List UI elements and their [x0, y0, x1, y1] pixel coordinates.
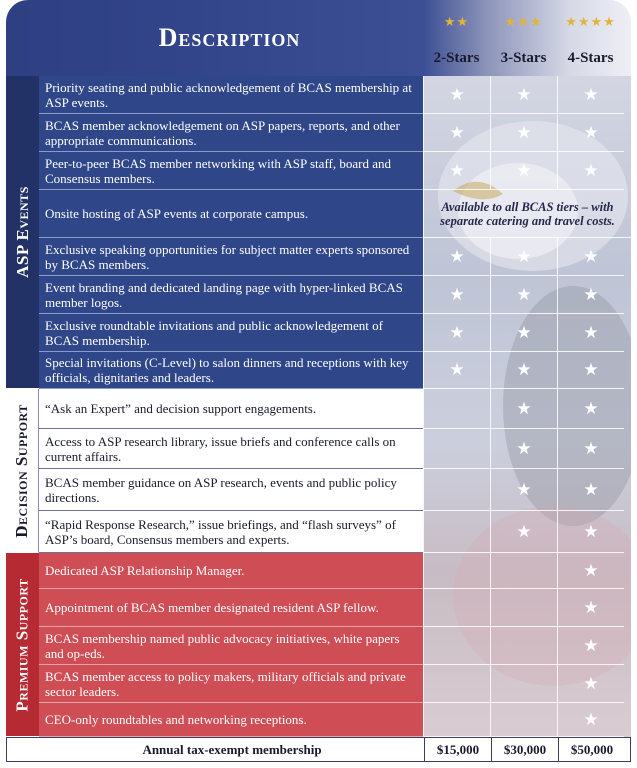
benefit-description: Access to ASP research library, issue briefs and conference calls on current affairs. — [45, 433, 396, 464]
included-star-icon: ★ — [557, 276, 624, 314]
empty-tier-cell — [423, 553, 490, 589]
table-header — [0, 0, 637, 76]
empty-tier-cell — [423, 665, 490, 703]
benefit-row-3 — [39, 152, 423, 190]
included-star-icon: ★ — [557, 114, 624, 152]
benefit-row-14 — [39, 589, 423, 627]
included-star-icon: ★ — [557, 511, 624, 553]
tier-grid — [423, 76, 631, 737]
benefit-description: “Ask an Expert” and decision support engagements. — [45, 401, 317, 416]
included-star-icon: ★ — [557, 238, 624, 276]
included-star-icon: ★ — [490, 276, 557, 314]
included-star-icon: ★ — [490, 429, 557, 469]
description-header — [6, 0, 423, 76]
included-star-icon: ★ — [490, 238, 557, 276]
benefit-row-11 — [39, 469, 423, 511]
included-star-icon: ★ — [557, 429, 624, 469]
empty-tier-cell — [423, 511, 490, 553]
benefit-row-12 — [39, 511, 423, 553]
benefit-description: CEO-only roundtables and networking receptions. — [45, 712, 307, 727]
benefit-description: Exclusive roundtable invitations and public acknowledgement of BCAS membership. — [45, 317, 383, 348]
price-3-stars: $30,000 — [491, 738, 558, 761]
benefit-row-10 — [39, 429, 423, 469]
table-body — [6, 76, 631, 737]
included-star-icon: ★ — [557, 389, 624, 429]
tier-3-stars-header — [490, 0, 557, 76]
benefit-description: Onsite hosting of ASP events at corporate campus. — [45, 206, 309, 221]
included-star-icon: ★ — [423, 238, 490, 276]
tier-4-stars-header — [557, 0, 624, 76]
section-label-premium-support — [6, 553, 39, 737]
empty-tier-cell — [490, 665, 557, 703]
empty-tier-cell — [490, 589, 557, 627]
price-4-stars: $50,000 — [558, 738, 625, 761]
included-star-icon: ★ — [557, 152, 624, 190]
benefit-description: “Rapid Response Research,” issue briefings, and “flash surveys” of ASP’s board, Consensus members and experts. — [45, 516, 396, 547]
benefit-description: BCAS membership named public advocacy initiatives, white papers and op-eds. — [45, 630, 400, 661]
included-star-icon: ★ — [423, 314, 490, 352]
benefit-description: Event branding and dedicated landing page with hyper-linked BCAS member logos. — [45, 279, 403, 310]
empty-tier-cell — [423, 429, 490, 469]
included-star-icon: ★ — [423, 152, 490, 190]
benefit-row-17 — [39, 703, 423, 737]
empty-tier-cell — [490, 703, 557, 737]
section-decision-support-text: Decision Support — [12, 403, 32, 538]
empty-tier-cell — [423, 469, 490, 511]
benefit-row-5 — [39, 238, 423, 276]
description-title: Description — [158, 23, 301, 52]
included-star-icon: ★ — [423, 276, 490, 314]
tier-3-star-icons: ★★★ — [504, 14, 543, 29]
included-star-icon: ★ — [490, 152, 557, 190]
section-premium-support-text: Premium Support — [12, 577, 32, 712]
empty-tier-cell — [423, 589, 490, 627]
tier-4-star-icons: ★★★★ — [565, 14, 616, 29]
price-2-stars: $15,000 — [424, 738, 491, 761]
benefit-row-6 — [39, 276, 423, 314]
section-label-decision-support — [6, 389, 39, 553]
included-star-icon: ★ — [557, 314, 624, 352]
included-star-icon: ★ — [557, 469, 624, 511]
benefit-row-15 — [39, 627, 423, 665]
tier-4-label: 4-Stars — [567, 50, 614, 66]
included-star-icon: ★ — [423, 114, 490, 152]
included-star-icon: ★ — [557, 352, 624, 389]
section-asp-events-text: ASP Events — [12, 186, 32, 278]
benefit-description: BCAS member guidance on ASP research, events and public policy directions. — [45, 474, 397, 505]
empty-tier-cell — [423, 389, 490, 429]
benefit-row-8 — [39, 352, 423, 389]
empty-tier-cell — [490, 627, 557, 665]
table-footer — [6, 737, 631, 762]
included-star-icon: ★ — [557, 665, 624, 703]
benefit-description: Dedicated ASP Relationship Manager. — [45, 563, 245, 578]
benefit-description: Special invitations (C-Level) to salon dinners and receptions with key officials, dignitaries and leaders. — [45, 355, 409, 385]
included-star-icon: ★ — [490, 352, 557, 389]
benefit-description: BCAS member acknowledgement on ASP papers, reports, and other appropriate communications. — [45, 117, 400, 148]
included-star-icon: ★ — [490, 389, 557, 429]
included-star-icon: ★ — [557, 76, 624, 114]
benefit-description: Priority seating and public acknowledgement of BCAS membership at ASP events. — [45, 79, 412, 110]
empty-tier-cell — [423, 627, 490, 665]
tier-2-star-icons: ★★ — [443, 14, 470, 29]
benefit-row-7 — [39, 314, 423, 352]
empty-tier-cell — [490, 553, 557, 589]
included-star-icon: ★ — [490, 114, 557, 152]
benefit-description: BCAS member access to policy makers, military officials and private sector leaders. — [45, 668, 406, 699]
included-star-icon: ★ — [423, 352, 490, 389]
tier-2-stars-header — [423, 0, 490, 76]
benefit-row-9 — [39, 389, 423, 429]
tier-3-label: 3-Stars — [500, 50, 547, 66]
benefit-row-16 — [39, 665, 423, 703]
all-tiers-note: Available to all BCAS tiers – with separate catering and travel costs. — [423, 190, 631, 238]
included-star-icon: ★ — [557, 589, 624, 627]
included-star-icon: ★ — [557, 553, 624, 589]
benefit-description: Exclusive speaking opportunities for subject matter experts sponsored by BCAS members. — [45, 241, 410, 272]
benefit-row-1 — [39, 76, 423, 114]
membership-fee-label: Annual tax-exempt membership — [142, 741, 322, 757]
benefit-row-2 — [39, 114, 423, 152]
benefit-description: Peer-to-peer BCAS member networking with ASP staff, board and Consensus members. — [45, 155, 391, 186]
included-star-icon: ★ — [557, 627, 624, 665]
included-star-icon: ★ — [490, 314, 557, 352]
included-star-icon: ★ — [557, 703, 624, 737]
benefit-description: Appointment of BCAS member designated resident ASP fellow. — [45, 600, 379, 615]
included-star-icon: ★ — [490, 76, 557, 114]
tier-2-label: 2-Stars — [433, 50, 480, 66]
section-label-asp-events — [6, 76, 39, 389]
benefit-row-4 — [39, 190, 423, 238]
included-star-icon: ★ — [423, 76, 490, 114]
empty-tier-cell — [423, 703, 490, 737]
included-star-icon: ★ — [490, 469, 557, 511]
included-star-icon: ★ — [490, 511, 557, 553]
benefit-row-13 — [39, 553, 423, 589]
